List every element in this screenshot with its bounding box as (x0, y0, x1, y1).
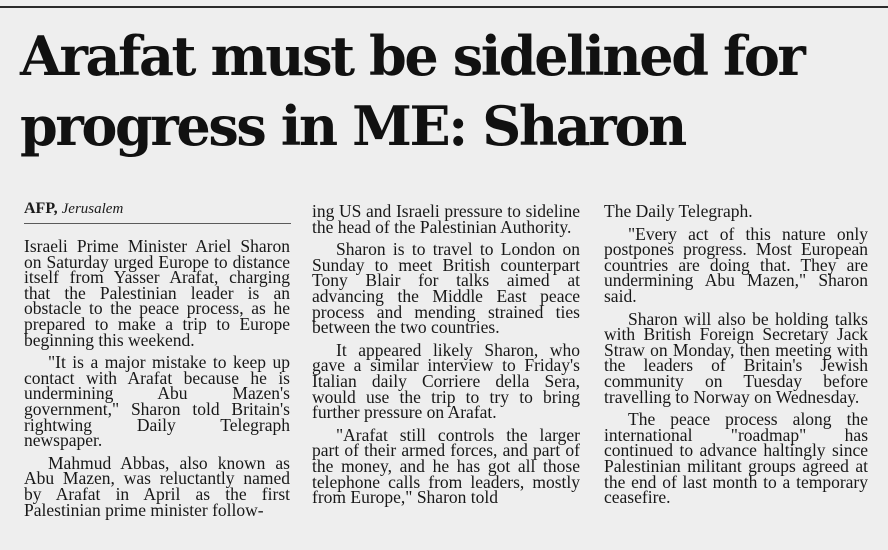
headline-line-2: progress in ME: Sharon (20, 94, 685, 158)
article-column-3 (604, 201, 868, 508)
paragraph: Israeli Prime Minister Ariel Sharon on Saturday urged Europe to distance itself from Yasser Arafat, charging that the Palestinian leader is an obstacle to the peace process, as he prepared to make a trip to Europe beginning this weekend. (24, 236, 290, 350)
paragraph: Sharon will also be holding talks with British Foreign Secretary Jack Straw on Monday, then meeting with the leaders of Britain's Jewish community on Tuesday before travelling to Norway on Wednesday. (604, 308, 868, 407)
byline (24, 200, 123, 218)
article-column-2 (312, 201, 580, 508)
paragraph: "It is a major mistake to keep up contact with Arafat because he is undermining Abu Mazen's government," Sharon told Britain's rightwing Daily Telegraph newspaper. (24, 352, 290, 451)
byline-agency: AFP, (24, 200, 58, 217)
byline-rule (24, 223, 291, 224)
byline-location: Jerusalem (61, 201, 124, 217)
paragraph: Mahmud Abbas, also known as Abu Mazen, was reluctantly named by Arafat in April as the first Palestinian prime minister follow- (24, 452, 290, 520)
paragraph: Sharon is to travel to London on Sunday to meet British counterpart Tony Blair for talks aimed at advancing the Middle East peace process and mending strained ties between the two countries. (312, 239, 580, 338)
article-column-1 (24, 236, 290, 520)
top-rule (0, 6, 888, 8)
headline-line-1: Arafat must be sidelined for (20, 24, 804, 88)
paragraph: The Daily Telegraph. (604, 201, 753, 221)
headline (20, 21, 880, 161)
paragraph: "Every act of this nature only postpones progress. Most European countries are doing that. They are undermining Abu Mazen," Sharon said. (604, 223, 868, 306)
paragraph: It appeared likely Sharon, who gave a similar interview to Friday's Italian daily Corriere della Sera, would use the trip to try to bring further pressure on Arafat. (312, 339, 580, 423)
paragraph: The peace process along the international "roadmap" has continued to advance haltingly since Palestinian militant groups agreed at the end of last month to a temporary ceasefire. (604, 409, 868, 508)
paragraph: "Arafat still controls the larger part of their armed forces, and part of the money, and he has got all those telephone calls from leaders, mostly from Europe," Sharon told (312, 424, 580, 508)
paragraph: ing US and Israeli pressure to sideline the head of the Palestinian Authority. (312, 201, 580, 237)
